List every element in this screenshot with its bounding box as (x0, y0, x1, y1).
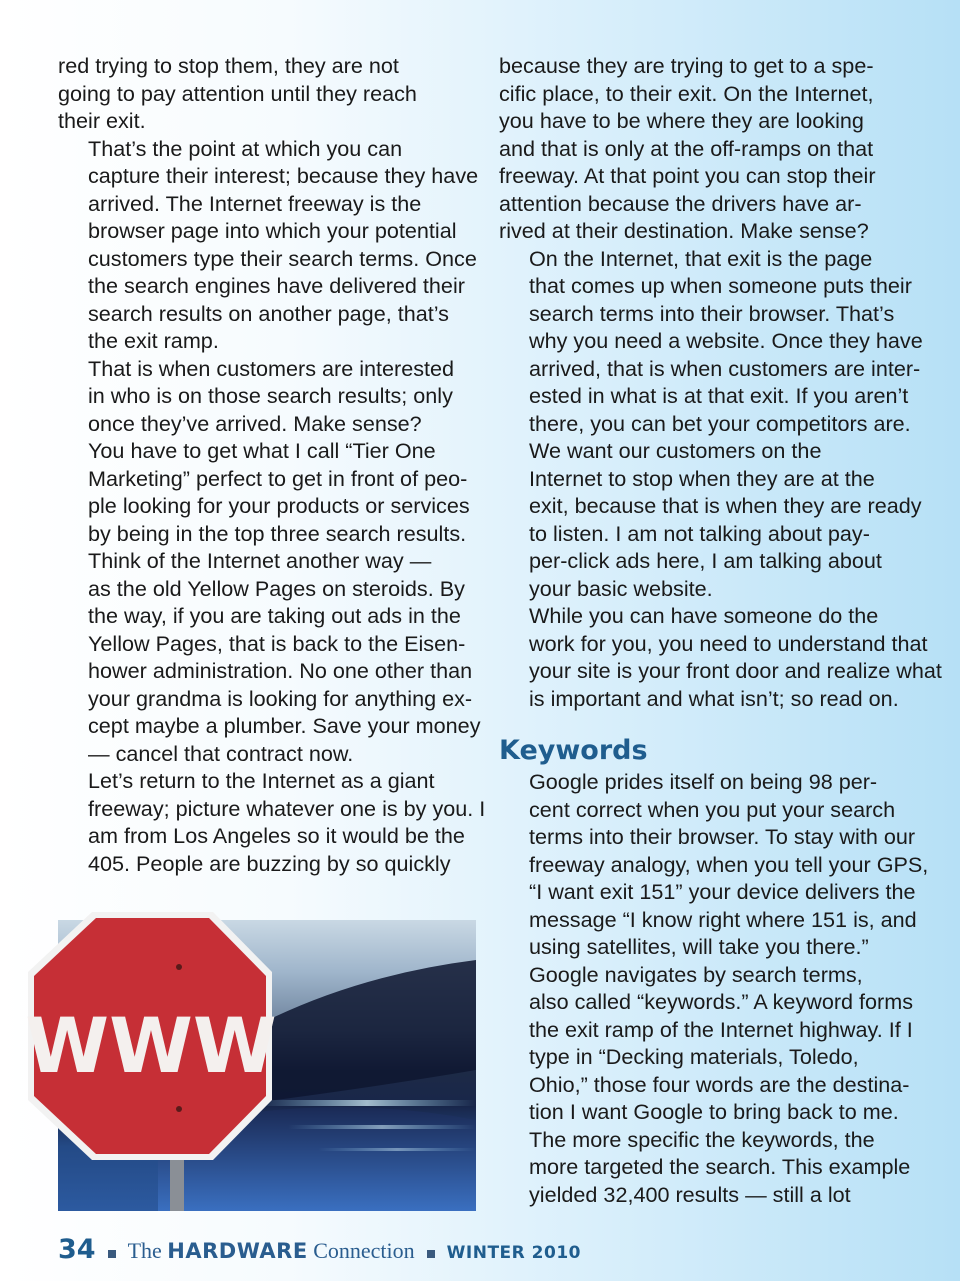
text-line: customers type their search terms. Once (88, 245, 477, 271)
text-line: per-click ads here, I am talking about (529, 548, 882, 573)
text-line: freeway; picture whatever one is by you. I (88, 795, 486, 821)
sign-text: WWW (25, 1001, 277, 1090)
stop-sign-illustration (25, 920, 476, 1211)
text-line: browser page into which your potential (88, 218, 457, 243)
text-line: and that is only at the off-ramps on that (499, 135, 874, 161)
text-line: the exit ramp of the Internet highway. If I (529, 1016, 913, 1042)
right-column (499, 52, 942, 1208)
magazine-title (128, 1238, 415, 1264)
text-line: using satellites, will take you there.” (529, 934, 869, 959)
paragraph (58, 767, 486, 877)
paragraph (58, 135, 479, 355)
text-line: once they’ve arrived. Make sense? (88, 410, 422, 436)
text-line: The more specific the keywords, the (529, 1126, 875, 1152)
text-line: Ohio,” those four words are the destina- (529, 1071, 910, 1097)
page-number: 34 (58, 1234, 96, 1265)
text-line: You have to get what I call “Tier One (88, 438, 436, 463)
paragraph (499, 245, 923, 438)
text-line: Think of the Internet another way — (88, 548, 432, 573)
section-heading: Keywords (499, 735, 648, 766)
text-line: by being in the top three search results. (88, 520, 467, 546)
text-line: type in “Decking materials, Toledo, (529, 1044, 859, 1069)
paragraph (58, 52, 472, 135)
text-line: in who is on those search results; only (88, 383, 453, 408)
text-line: attention because the drivers have ar- (499, 190, 862, 216)
magazine-title-the: The (127, 1238, 162, 1263)
text-line: you have to be where they are looking (499, 108, 864, 133)
text-line: the exit ramp. (88, 328, 219, 353)
text-line: your site is your front door and realize what (529, 658, 942, 683)
text-line: capture their interest; because they have (88, 163, 479, 188)
text-line: That is when customers are interested (88, 355, 455, 381)
paragraph (58, 355, 472, 438)
text-line: Yellow Pages, that is back to the Eisen- (88, 630, 466, 656)
text-line: hower administration. No one other than (88, 658, 473, 683)
text-line: is important and what isn’t; so read on. (529, 685, 899, 711)
text-line: search terms into their browser. That’s (529, 300, 895, 326)
text-line: Marketing” perfect to get in front of peo- (88, 465, 468, 491)
paragraph (58, 437, 472, 547)
text-line: ple looking for your products or services (88, 493, 470, 518)
text-line: their exit. (58, 108, 146, 133)
paragraph (499, 961, 919, 1209)
text-line: freeway. At that point you can stop their (499, 163, 876, 188)
text-line: — cancel that contract now. (88, 740, 354, 766)
separator-square-icon (427, 1250, 435, 1258)
text-line: your basic website. (529, 575, 713, 601)
magazine-title-connection: Connection (313, 1238, 415, 1263)
text-line: the search engines have delivered their (88, 273, 465, 298)
separator-square-icon (108, 1250, 116, 1258)
magazine-title-hardware: HARDWARE (167, 1239, 308, 1263)
text-line: as the old Yellow Pages on steroids. By (88, 575, 465, 601)
text-line: going to pay attention until they reach (58, 80, 417, 106)
text-line: that comes up when someone puts their (529, 273, 912, 298)
page-footer (58, 1234, 581, 1268)
text-line: your grandma is looking for anything ex- (88, 685, 473, 711)
text-line: Google prides itself on being 98 per- (529, 769, 878, 794)
text-line: work for you, you need to understand that (529, 630, 928, 656)
text-line: the way, if you are taking out ads in the (88, 603, 461, 628)
paragraph (499, 437, 922, 602)
text-line: arrived, that is when customers are inter- (529, 355, 921, 381)
text-line: cific place, to their exit. On the Internet, (499, 80, 874, 106)
text-line: exit, because that is when they are ready (529, 493, 922, 518)
text-line: more targeted the search. This example (529, 1154, 911, 1179)
text-line: also called “keywords.” A keyword forms (529, 989, 914, 1014)
text-line: While you can have someone do the (529, 603, 879, 628)
text-line: ested in what is at that exit. If you aren’t (529, 383, 909, 408)
text-line: red trying to stop them, they are not (58, 53, 399, 78)
left-column (58, 52, 486, 877)
text-line: terms into their browser. To stay with our (529, 824, 916, 849)
text-line: to listen. I am not talking about pay- (529, 520, 870, 546)
text-line: 405. People are buzzing by so quickly (88, 850, 451, 876)
paragraph (499, 52, 919, 245)
text-line: there, you can bet your competitors are. (529, 410, 911, 436)
text-line: tion I want Google to bring back to me. (529, 1099, 899, 1124)
paragraph (499, 602, 942, 712)
paragraph (58, 547, 481, 767)
text-line: am from Los Angeles so it would be the (88, 823, 465, 848)
text-line: because they are trying to get to a spe- (499, 53, 874, 78)
text-line: We want our customers on the (529, 438, 822, 463)
text-line: rived at their destination. Make sense? (499, 218, 869, 243)
text-line: arrived. The Internet freeway is the (88, 190, 422, 216)
text-line: Internet to stop when they are at the (529, 465, 875, 491)
text-line: search results on another page, that’s (88, 300, 449, 326)
text-line: message “I know right where 151 is, and (529, 906, 917, 932)
text-line: “I want exit 151” your device delivers the (529, 879, 916, 904)
text-line: cept maybe a plumber. Save your money (88, 713, 481, 738)
text-line: yielded 32,400 results — still a lot (529, 1181, 851, 1207)
stop-sign-photo (25, 920, 476, 1211)
text-line: On the Internet, that exit is the page (529, 245, 873, 271)
text-line: That’s the point at which you can (88, 135, 403, 161)
text-line: cent correct when you put your search (529, 796, 896, 822)
text-line: Let’s return to the Internet as a giant (88, 768, 435, 793)
text-line: Google navigates by search terms, (529, 961, 863, 987)
issue-label: WINTER 2010 (446, 1243, 581, 1263)
paragraph (499, 768, 929, 961)
text-line: freeway analogy, when you tell your GPS, (529, 851, 929, 877)
text-line: why you need a website. Once they have (529, 328, 923, 353)
